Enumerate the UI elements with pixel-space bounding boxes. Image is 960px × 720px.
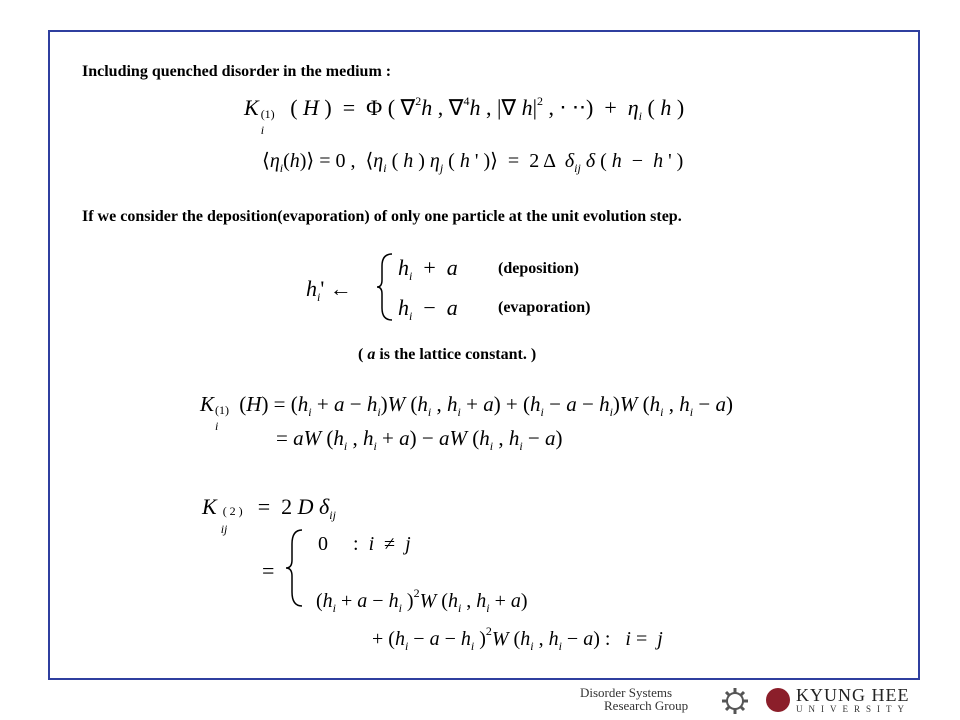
equation-height-evaporation: $h_i - a$	[398, 295, 458, 323]
equation-second-moment: K ( 2 ) ij = 2 D $\delta_{ij}$	[202, 494, 336, 536]
equation-first-moment-simplified: = aW ($h_i$ , $h_i + a$) − aW ($h_i$ , $h_i - a$)	[276, 426, 563, 453]
university-seal-icon	[766, 688, 790, 712]
left-brace-icon	[376, 252, 396, 322]
group-name-line1: Disorder Systems	[580, 685, 673, 700]
university-subtitle: UNIVERSITY	[796, 704, 910, 714]
equation-first-moment: K (1) i $(H) = (h_i + a - h_i)W$ ($h_i$ , $h_i + a) + (h_i - a - h_i)W$ ($h_i$ , $h_i - a$)	[200, 392, 733, 433]
heading-quenched-disorder: Including quenched disorder in the medium :	[82, 63, 392, 80]
research-group-logo	[580, 686, 688, 712]
equation-noise-correlation: $⟨\eta_i(h)⟩ = 0$ , $⟨\eta_i$ ( h ) $\eta_j$ ( h ' )⟩ = 2 Δ $\delta_{ij}$ δ ( h − h ' )	[262, 150, 684, 175]
equation-case-diagonal-line1: ($h_i + a - h_i$ )$^2$W ($h_i$ , $h_i + a$)	[316, 586, 528, 615]
label-deposition: (deposition)	[498, 260, 579, 277]
equation-case-diagonal-line2: + ($h_i - a - h_i$ )$^2$W ($h_i$ , $h_i - a$) : i = j	[372, 624, 663, 653]
gear-icon	[720, 686, 750, 716]
equation-drift-coefficient: K (1) i ( H ) = Φ ( ∇$^2$h , ∇$^4$h , |∇ $h|^2$ , ⋅ ⋅⋅) + $\eta_i$ ( h )	[244, 94, 685, 137]
equation-height-deposition: $h_i + a$	[398, 255, 458, 283]
equation-height-update-lhs: $h_i'$ ←	[306, 276, 352, 304]
label-evaporation: (evaporation)	[498, 299, 591, 316]
university-name: KYUNG HEE	[796, 685, 910, 705]
lattice-constant-note: ( a is the lattice constant. )	[358, 346, 537, 363]
left-brace-icon-2	[284, 528, 306, 608]
heading-deposition-evaporation: If we consider the deposition(evaporation) of only one particle at the unit evolution step.	[82, 208, 682, 225]
equals-sign: =	[262, 558, 275, 583]
group-name-line2: Research Group	[604, 698, 689, 713]
footer-logos	[580, 686, 940, 720]
equation-case-off-diagonal: 0 : i ≠ j	[318, 533, 411, 555]
